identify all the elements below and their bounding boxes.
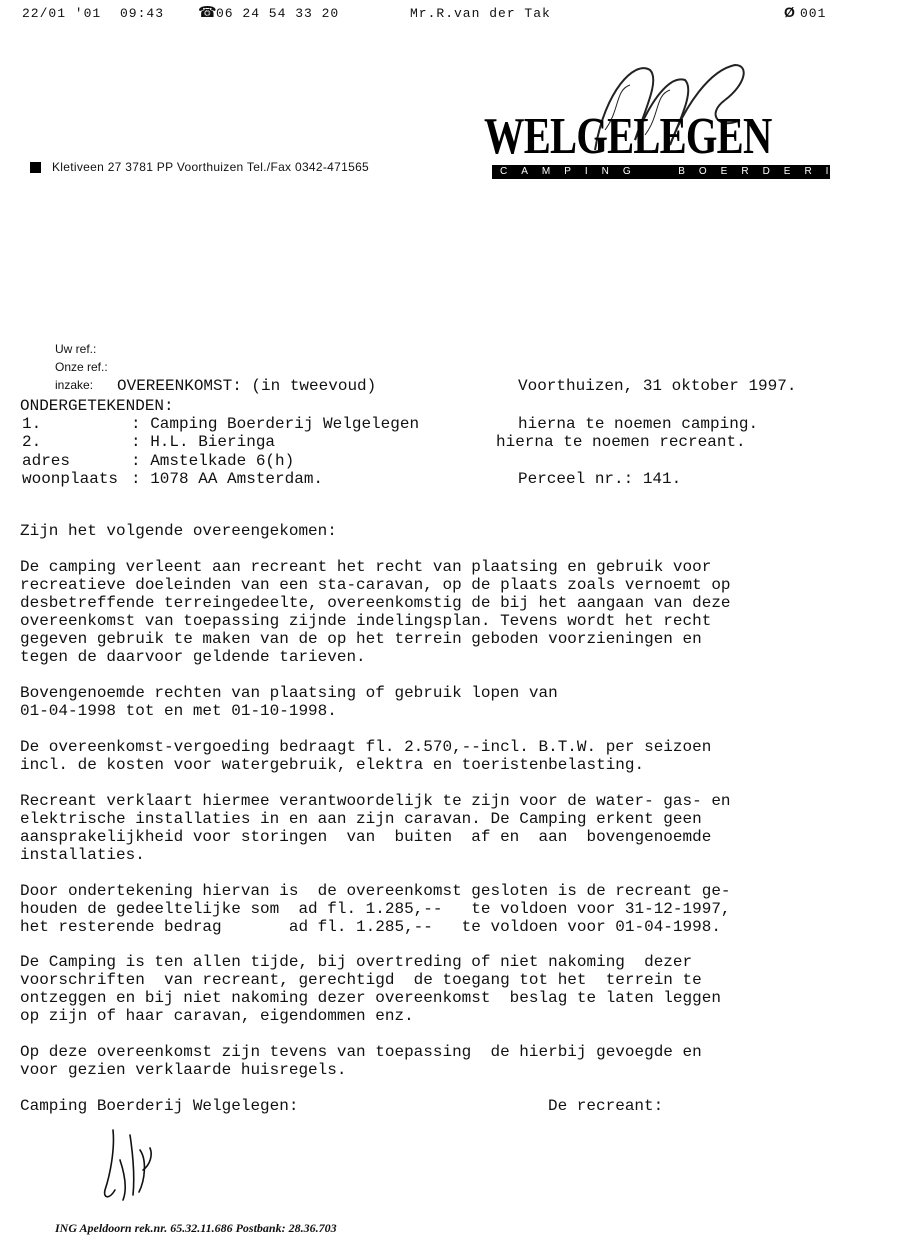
subject: OVEREENKOMST: (in tweevoud) [117,377,377,395]
party-value: : 1078 AA Amsterdam. [131,470,324,488]
party-value: : Amstelkade 6(h) [131,452,295,470]
text-line: incl. de kosten voor watergebruik, elektra en toeristenbelasting. [20,756,645,774]
logo-wordmark: WELGELEGEN [484,108,772,165]
text-line: gegeven gebruik te maken van de op het terrein geboden voorzieningen en [20,630,702,648]
text-line: aansprakelijkheid voor storingen van buiten af en aan bovengenoemde [20,828,712,846]
party-note: hierna te noemen camping. [518,415,759,433]
party-value: : H.L. Bieringa [131,433,276,451]
text-line: De camping verleent aan recreant het recht van plaatsing en gebruik voor [20,558,712,576]
signature-scribble-icon [95,1120,165,1205]
text-line: Door ondertekening hiervan is de overeenkomst gesloten is de recreant ge- [20,882,731,900]
text-line: op zijn of haar caravan, eigendommen enz. [20,1007,414,1025]
signature-left-label: Camping Boerderij Welgelegen: [20,1097,299,1115]
fax-time: 09:43 [120,6,165,21]
text-line: het resterende bedrag ad fl. 1.285,-- te voldoen voor 01-04-1998. [20,918,721,936]
text-line: voor gezien verklaarde huisregels. [20,1061,347,1079]
footer-bank-info: ING Apeldoorn rek.nr. 65.32.11.686 Postbank: 28.36.703 [55,1221,337,1235]
text-line: installaties. [20,846,145,864]
address-bullet-icon [30,162,41,173]
onze-ref-label: Onze ref.: [55,360,108,374]
party-note: Perceel nr.: 141. [518,470,682,488]
fax-sender: Mr.R.van der Tak [410,6,551,21]
text-line: overeenkomst van toepassing zijnde indelingsplan. Tevens wordt het recht [20,612,712,630]
text-line: tegen de daarvoor geldende tarieven. [20,648,366,666]
signature-right-label: De recreant: [548,1097,664,1115]
text-line: voorschriften van recreant, gerechtigd de toegang tot het terrein te [20,971,702,989]
text-line: ontzeggen en bij niet nakoming dezer overeenkomst beslag te laten leggen [20,989,721,1007]
text-line: Op deze overeenkomst zijn tevens van toepassing de hierbij gevoegde en [20,1043,702,1061]
text-line: 01-04-1998 tot en met 01-10-1998. [20,702,337,720]
text-line: De Camping is ten allen tijde, bij overtreding of niet nakoming dezer [20,953,693,971]
party-key: woonplaats [22,470,119,488]
fax-date: 22/01 '01 [22,6,102,21]
party-key: 1. [22,415,42,433]
text-line: Bovengenoemde rechten van plaatsing of gebruik lopen van [20,684,558,702]
inzake-label: inzake: [55,378,94,392]
parties-heading: ONDERGETEKENDEN: [20,397,174,415]
text-line: elektrische installaties in en aan zijn caravan. De Camping erkent geen [20,810,702,828]
party-key: 2. [22,433,42,451]
party-key: adres [22,452,71,470]
fax-phone: 06 24 54 33 20 [216,6,340,21]
address-line: Kletiveen 27 3781 PP Voorthuizen Tel./Fax 0342-471565 [52,160,370,174]
intro: Zijn het volgende overeengekomen: [20,522,337,540]
text-line: Recreant verklaart hiermee verantwoordelijk te zijn voor de water- gas- en [20,792,731,810]
text-line: recreatieve doeleinden van een sta-caravan, op de plaats zoals vernoemt op [20,576,731,594]
logo-tagline: CAMPING BOERDERIJ [492,165,830,179]
fax-page: 001 [800,6,827,21]
phone-icon: ☎ [198,4,217,21]
party-note: hierna te noemen recreant. [496,433,746,451]
uw-ref-label: Uw ref.: [55,342,97,356]
text-line: desbetreffende terreingedeelte, overeenkomstig de bij het aangaan van deze [20,594,731,612]
text-line: De overeenkomst-vergoeding bedraagt fl. 2.570,--incl. B.T.W. per seizoen [20,738,712,756]
party-value: : Camping Boerderij Welgelegen [131,415,420,433]
place-date: Voorthuizen, 31 oktober 1997. [518,377,797,395]
text-line: houden de gedeeltelijke som ad fl. 1.285,-- te voldoen voor 31-12-1997, [20,900,731,918]
fax-page-icon: Ø [784,4,795,20]
